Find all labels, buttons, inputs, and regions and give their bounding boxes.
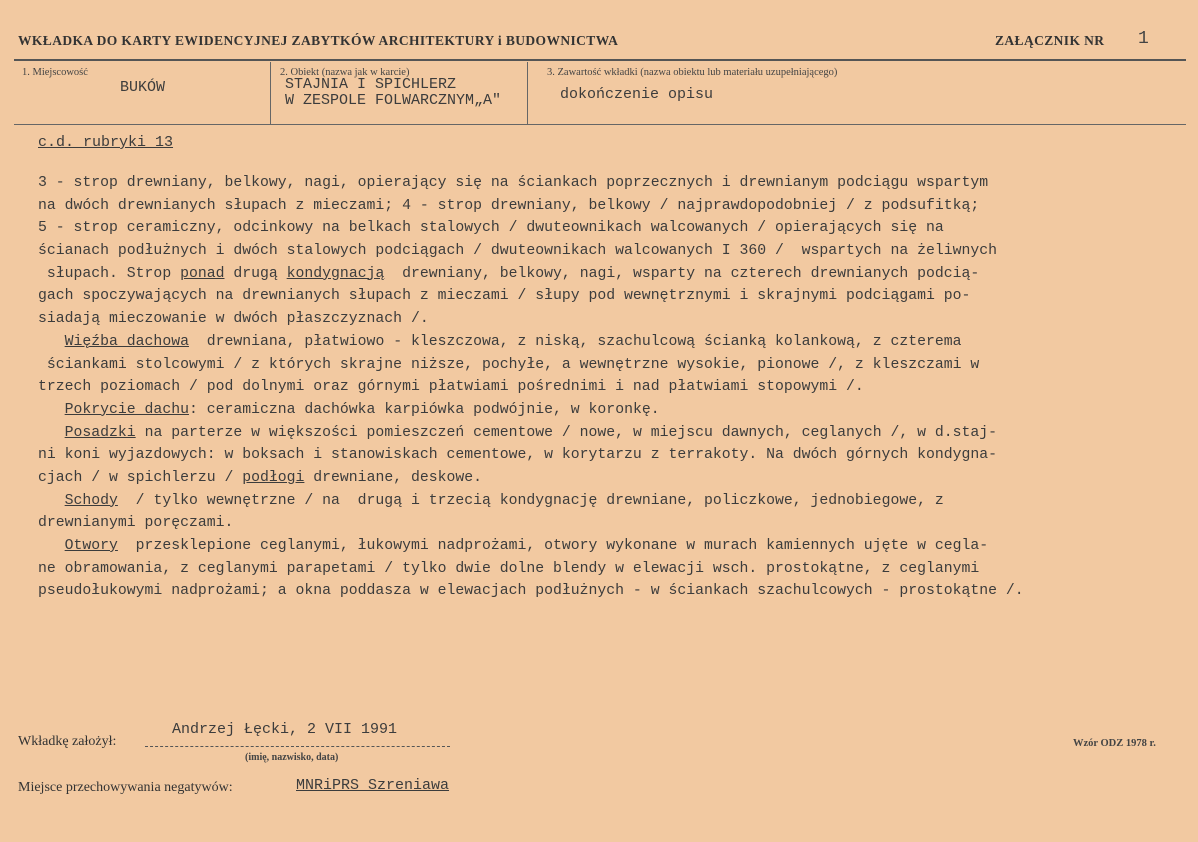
body-line: ne obramowania, z ceglanymi parapetami / tylko dwie dolne blendy w elewacji wsch. prostokątne, z ceglanymi [38, 560, 980, 577]
body-line: Schody / tylko wewnętrzne / na drugą i trzecią kondygnację drewniane, policzkowe, jednobiegowe, z [64, 492, 944, 509]
created-by-label: Wkładkę założył: [18, 734, 117, 749]
body-line: gach spoczywających na drewnianych słupach z mieczami / słupy pod wewnętrznymi i skrajnymi podciągami po- [38, 288, 971, 305]
storage-label: Miejsce przechowywania negatywów: [18, 780, 233, 795]
body-line: 3 - strop drewniany, belkowy, nagi, opierający się na ściankach poprzecznych i drewnianym podciągu wspartym [38, 175, 989, 191]
body-line: Pokrycie dachu: ceramiczna dachówka karpiówka podwójnie, w koronkę. [64, 401, 660, 418]
created-by-value: Andrzej Łęcki, 2 VII 1991 [172, 721, 398, 738]
storage-value: MNRiPRS Szreniawa [296, 777, 450, 794]
body-line: na dwóch drewnianych słupach z mieczami; 4 - strop drewniany, belkowy / najprawdopodobniej / z podsufitką; [38, 197, 980, 214]
field-locality-value: BUKÓW [120, 79, 166, 96]
header-divider [14, 59, 1186, 61]
created-by-hint: (imię, nazwisko, data) [245, 752, 339, 763]
body-line: trzech poziomach / pod dolnymi oraz górnymi płatwiami pośrednimi i nad płatwiami stopowymi /. [38, 379, 864, 396]
field-divider-2 [527, 62, 528, 124]
field-object-label: 2. Obiekt (nazwa jak w karcie) [280, 67, 410, 78]
attachment-label: ZAŁĄCZNIK NR [995, 33, 1105, 48]
field-object-value [285, 77, 501, 109]
field-object-line-1: STAJNIA I SPICHLERZ [285, 76, 457, 93]
form-code: Wzór ODZ 1978 r. [1073, 738, 1156, 749]
body-line: drewnianymi poręczami. [38, 515, 234, 532]
field-divider-1 [270, 62, 271, 124]
body-line: Więźba dachowa drewniana, płatwiowo - kleszczowa, z niską, szachulcową ścianką kolankową, z czterema [64, 333, 962, 350]
body-line: ni koni wyjazdowych: w boksach i stanowiskach cementowe, w korytarzu z terrakoty. Na dwóch górnych kondygna- [38, 447, 997, 464]
field-locality-label: 1. Miejscowość [22, 67, 88, 78]
field-object-line-2: W ZESPOLE FOLWARCZNYM„A" [285, 92, 502, 109]
body-line: ścianach podłużnych i dwóch stalowych podciągach / dwuteownikach walcowanych I 360 / wspartych na żeliwnych [38, 243, 997, 260]
body-line: Otwory przesklepione ceglanymi, łukowymi nadprożami, otwory wykonane w murach kamiennych ujęte w cegla- [64, 538, 989, 554]
body-line: Posadzki na parterze w większości pomieszczeń cementowe / nowe, w miejscu dawnych, ceglanych /, w d.staj- [64, 424, 998, 441]
body-line: 5 - strop ceramiczny, odcinkowy na belkach stalowych / dwuteownikach walcowanych / opierających się na [38, 220, 944, 237]
form-title: WKŁADKA DO KARTY EWIDENCYJNEJ ZABYTKÓW ARCHITEKTURY i BUDOWNICTWA [18, 33, 619, 48]
field-content-value: dokończenie opisu [560, 86, 714, 103]
section-heading: c.d. rubryki 13 [38, 134, 174, 151]
description-body [38, 172, 1188, 603]
field-content-label: 3. Zawartość wkładki (nazwa obiektu lub materiału uzupełniającego) [547, 67, 838, 78]
body-line: ściankami stolcowymi / z których skrajne niższe, pochyłe, a wewnętrzne wysokie, pionowe /, z kleszczami w [38, 356, 980, 373]
body-line: pseudołukowymi nadprożami; a okna poddasza w elewacjach podłużnych - w ściankach szachulcowych - prostokątne /. [38, 583, 1024, 600]
fields-divider [14, 124, 1186, 125]
body-line: siadają mieczowanie w dwóch płaszczyznach /. [38, 311, 429, 328]
body-line: cjach / w spichlerzu / podłogi drewniane, deskowe. [38, 469, 482, 486]
attachment-number: 1 [1138, 29, 1149, 49]
created-by-line [145, 746, 450, 747]
body-line: słupach. Strop ponad drugą kondygnacją drewniany, belkowy, nagi, wsparty na czterech drewnianych podcią- [38, 265, 980, 282]
